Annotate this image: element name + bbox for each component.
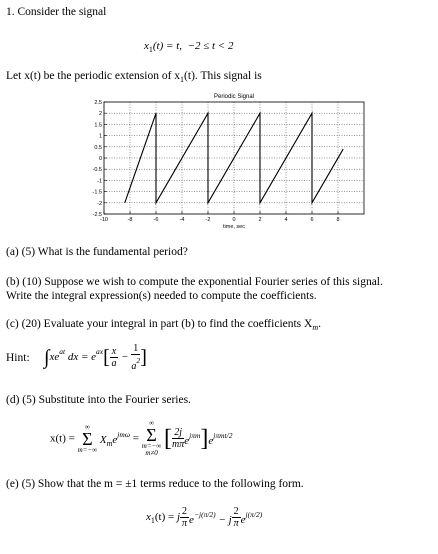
part-d: (d) (5) Substitute into the Fourier series. (6, 394, 191, 406)
eq-e-n2: 2 (233, 506, 239, 517)
part-b-line2: Write the integral expression(s) needed to compute the coefficients. (6, 290, 317, 302)
periodic-signal-chart (0, 88, 438, 238)
signal-arg: (t) = t, (152, 40, 183, 52)
y-tick-label: 0.5 (94, 144, 102, 151)
y-tick-label: -0.5 (92, 167, 102, 174)
x-tick-label: 6 (310, 217, 314, 223)
x-tick-label: 0 (232, 217, 236, 223)
x-tick-label: -2 (205, 217, 211, 223)
hint-label: Hint: (6, 352, 30, 364)
eq-d-sum1-top: ∞ (84, 422, 90, 431)
x-tick-label: -4 (179, 217, 185, 223)
eq-e-exp1: −j(π/2) (193, 509, 216, 519)
eq-e-arg: (t) = (154, 510, 175, 523)
hint-formula: $\int xe^{at}$ dx = $e^{ax}$[ $\frac{x}{a}$ − $\frac{1}{a^2}$ ] (44, 343, 147, 372)
eq-d-coef-sub: m (106, 438, 113, 448)
eq-d-sum2-top: ∞ (149, 419, 155, 427)
part-c (6, 318, 321, 332)
y-tick-label: -1 (97, 178, 102, 185)
part-c-sub: m (312, 323, 319, 332)
eq-e-n1: 2 (182, 506, 188, 517)
eq-e-lhs-sub: 1 (150, 515, 155, 525)
signal-sub: 1 (148, 45, 153, 54)
signal-line (125, 113, 343, 203)
chart-title: Periodic Signal (213, 94, 255, 100)
x-tick-label: 2 (258, 217, 262, 223)
let-end: (t). This signal is (184, 70, 262, 82)
part-c-end: . (318, 318, 321, 330)
let-sub: 1 (180, 75, 185, 84)
eq-e-exp2: j(π/2) (245, 509, 263, 519)
x-tick-label: 8 (336, 217, 340, 223)
part-e: (e) (5) Show that the m = ±1 terms reduce to the following form. (6, 478, 304, 490)
y-tick-label: -1.5 (92, 189, 102, 196)
part-c-text: (c) (20) Evaluate your integral in part (b) to find the coefficients X (6, 318, 313, 330)
eq-d-sum2-bot: m=−∞ (141, 442, 162, 450)
y-tick-label: 2 (98, 111, 102, 118)
eq-d-lhs: x(t) = (50, 432, 75, 445)
x-tick-label: 4 (284, 217, 288, 223)
eq-d-sum2-cond: m≠0 (145, 449, 158, 457)
equation-d: x(t) = ∞ Σ m=−∞ $X_me^{jm\omega}$ = ∞ Σ m=−∞ m≠0 [ $\frac{2j}{m\pi}$ $e^{j\pi m}]e^{j\pi mt/2}$ (50, 419, 233, 457)
eq-e-d2: π (233, 518, 239, 529)
part-a: (a) (5) What is the fundamental period? (6, 246, 188, 258)
y-tick-label: 0 (98, 156, 102, 162)
eq-d-exp: jmω (117, 429, 131, 439)
y-tick-label: 1 (98, 133, 102, 140)
signal-lhs: x (144, 40, 149, 52)
let-text: Let x(t) be the periodic extension of x (6, 70, 181, 82)
signal-domain: −2 ≤ t < 2 (187, 40, 234, 52)
eq-e-lhs: x (146, 510, 151, 523)
eq-d-frac-d: mπ (172, 439, 185, 450)
eq-d-frac-n: 2j (172, 427, 184, 439)
x-tick-label: -8 (127, 217, 133, 223)
part-b-line1: (b) (10) Suppose we wish to compute the exponential Fourier series of this signal. (6, 276, 383, 288)
y-tick-label: 1.5 (94, 122, 102, 129)
eq-d-inner-exp: jπm (189, 430, 201, 440)
x-tick-label: -10 (100, 217, 108, 223)
eq-d-outer-exp: jπmt/2 (213, 430, 233, 440)
eq-d-sum1-bot: m=−∞ (77, 445, 98, 454)
x-axis-label: time, sec (222, 224, 246, 230)
y-tick-label: -2 (97, 200, 102, 207)
x-tick-label: -6 (153, 217, 159, 223)
equation-e: $x_1(t) = j$ $\frac{2}{\pi}$ $e^{-j(\pi/2)} - j$ $\frac{2}{\pi}$ $e^{j(\pi/2)}$ (146, 506, 263, 529)
signal-definition (144, 40, 233, 54)
problem-intro: 1. Consider the signal (6, 6, 107, 18)
y-tick-label: -2.5 (92, 212, 102, 218)
eq-e-d1: π (182, 518, 188, 529)
y-tick-label: 2.5 (94, 100, 102, 106)
let-line (6, 70, 262, 84)
